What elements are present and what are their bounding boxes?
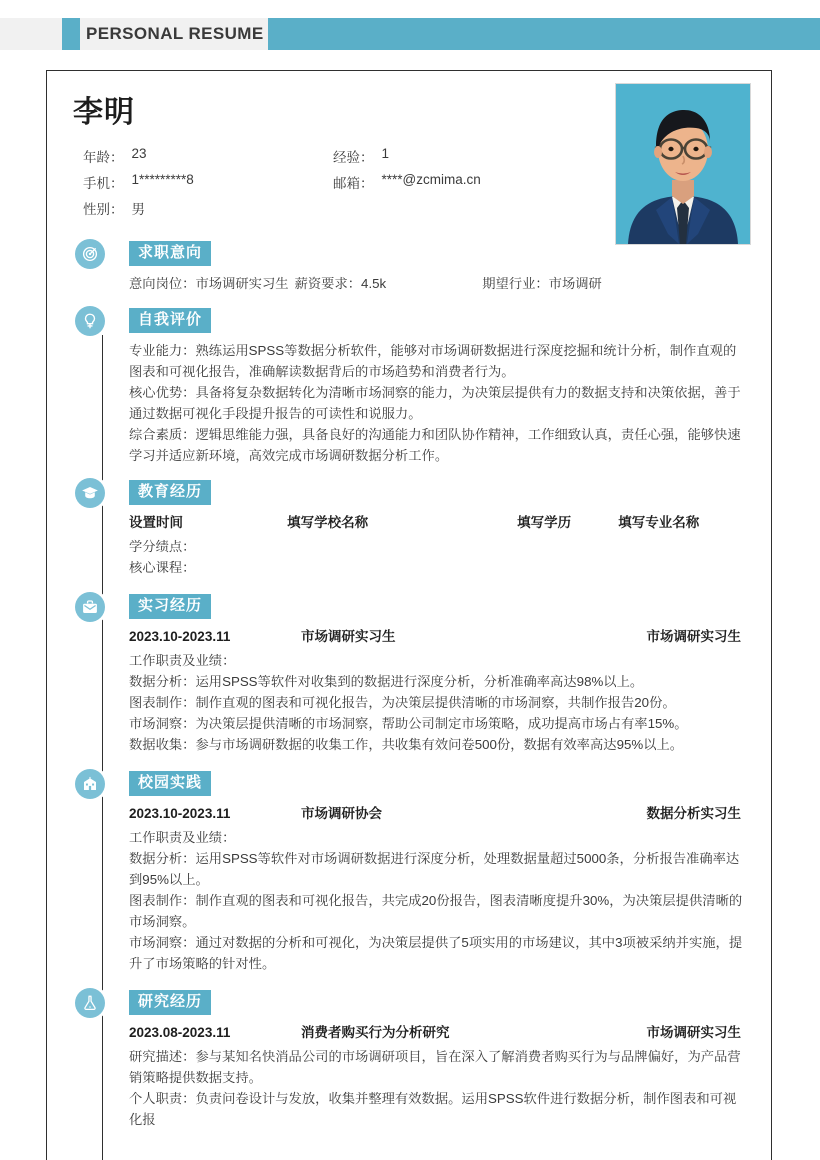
section-internship <box>47 594 771 755</box>
contact-row <box>83 195 623 221</box>
section-title-internship: 实习经历 <box>129 594 211 619</box>
intent-position <box>129 273 289 294</box>
internship-date: 2023.10-2023.11 <box>129 629 231 644</box>
target-icon <box>75 239 105 269</box>
banner-accent-tab <box>62 18 80 50</box>
school-building-icon <box>75 769 105 799</box>
flask-icon <box>75 988 105 1018</box>
intent-salary-value: 4.5k <box>361 276 387 291</box>
education-courses-label: 核心课程： <box>129 560 196 575</box>
section-title-campus-practice: 校园实践 <box>129 771 211 796</box>
age-label: 年龄： <box>83 150 124 165</box>
section-body <box>129 626 747 755</box>
section-body <box>129 512 747 578</box>
experience-value: 1 <box>381 146 390 161</box>
intent-position-value: 市场调研实习生 <box>195 276 289 291</box>
campus-row <box>129 803 747 824</box>
banner-teal-fill <box>268 18 820 50</box>
intent-salary-label: 薪资要求： <box>294 276 362 291</box>
internship-detail: 数据分析：运用SPSS等软件对收集到的数据进行深度分析，分析准确率高达98%以上。 <box>129 674 644 689</box>
campus-date: 2023.10-2023.11 <box>129 806 231 821</box>
campus-role: 数据分析实习生 <box>646 806 741 821</box>
gender-label: 性别： <box>83 202 124 217</box>
section-education <box>47 480 771 578</box>
campus-detail: 工作职责及业绩： <box>129 830 236 845</box>
intent-salary <box>295 273 387 294</box>
section-body <box>129 1022 747 1130</box>
section-header <box>129 771 747 801</box>
top-banner <box>0 18 820 50</box>
section-self-evaluation <box>47 308 771 466</box>
age-value: 23 <box>131 146 147 161</box>
intent-industry <box>482 273 602 294</box>
education-major: 填写专业名称 <box>618 515 700 530</box>
section-body <box>129 273 747 294</box>
section-title-education: 教育经历 <box>129 480 211 505</box>
contact-field-experience <box>333 146 583 166</box>
contact-row <box>83 169 623 195</box>
research-detail: 研究描述：参与某知名快消品公司的市场调研项目，旨在深入了解消费者购买行为与品牌偏好，为产品营销策略提供数据支持。 <box>129 1049 741 1085</box>
contact-field-phone <box>83 172 333 192</box>
internship-detail: 市场洞察：为决策层提供清晰的市场洞察，帮助公司制定市场策略，成功提高市场占有率15%。 <box>129 716 688 731</box>
self-eval-paragraph: 综合素质：逻辑思维能力强，具备良好的沟通能力和团队协作精神，工作细致认真，责任心强，能够快速学习并适应新环境，高效完成市场调研数据分析工作。 <box>129 427 741 463</box>
education-row <box>129 512 747 533</box>
education-date: 设置时间 <box>129 515 183 530</box>
resume-card <box>46 70 772 1160</box>
contact-field-gender <box>83 198 333 218</box>
section-header <box>129 990 747 1020</box>
campus-detail: 市场洞察：通过对数据的分析和可视化，为决策层提供了5项实用的市场建议，其中3项被采纳并实施，提升了市场策略的针对性。 <box>129 935 743 971</box>
research-detail: 个人职责：负责问卷设计与发放，收集并整理有效数据。运用SPSS软件进行数据分析，制作图表和可视化报 <box>129 1091 737 1127</box>
section-header <box>129 241 747 271</box>
banner-title: PERSONAL RESUME <box>86 24 264 43</box>
internship-row <box>129 626 747 647</box>
phone-label: 手机： <box>83 176 124 191</box>
email-label: 邮箱： <box>333 176 374 191</box>
research-topic: 消费者购买行为分析研究 <box>301 1025 450 1040</box>
section-research <box>47 990 771 1130</box>
contact-field-email <box>333 172 583 192</box>
section-body <box>129 803 747 974</box>
experience-label: 经验： <box>333 150 374 165</box>
intent-industry-value: 市场调研 <box>548 276 602 291</box>
intent-industry-label: 期望行业： <box>482 276 549 291</box>
section-title-research: 研究经历 <box>129 990 211 1015</box>
internship-org: 市场调研实习生 <box>301 629 396 644</box>
profile-header <box>47 71 771 241</box>
internship-role: 市场调研实习生 <box>646 629 741 644</box>
self-eval-paragraph: 专业能力：熟练运用SPSS等数据分析软件，能够对市场调研数据进行深度挖掘和统计分析，制作直观的图表和可视化报告，准确解读数据背后的市场趋势和消费者行为。 <box>129 343 737 379</box>
phone-value: 1*********8 <box>131 172 194 187</box>
contact-info-grid <box>83 143 623 221</box>
education-gpa-label: 学分绩点： <box>129 539 196 554</box>
job-intent-line <box>129 273 747 294</box>
graduation-cap-icon <box>75 478 105 508</box>
candidate-name: 李明 <box>73 96 135 129</box>
contact-row <box>83 143 623 169</box>
education-school: 填写学校名称 <box>287 515 369 530</box>
gender-value: 男 <box>131 202 145 217</box>
internship-detail: 工作职责及业绩： <box>129 653 236 668</box>
research-row <box>129 1022 747 1043</box>
campus-detail: 数据分析：运用SPSS等软件对市场调研数据进行深度分析，处理数据量超过5000条，分析报告准确率达到95%以上。 <box>129 851 740 887</box>
portrait-photo-icon <box>616 84 750 244</box>
section-header <box>129 480 747 510</box>
section-title-job-intent: 求职意向 <box>129 241 211 266</box>
briefcase-icon <box>75 592 105 622</box>
internship-detail: 图表制作：制作直观的图表和可视化报告，为决策层提供清晰的市场洞察，共制作报告20份。 <box>129 695 676 710</box>
section-header <box>129 308 747 338</box>
research-role: 市场调研实习生 <box>646 1025 741 1040</box>
campus-detail: 图表制作：制作直观的图表和可视化报告，共完成20份报告，图表清晰度提升30%，为决策层提供清晰的市场洞察。 <box>129 893 743 929</box>
education-degree: 填写学历 <box>517 515 572 530</box>
self-eval-paragraph: 核心优势：具备将复杂数据转化为清晰市场洞察的能力，为决策层提供有力的数据支持和决策依据，善于通过数据可视化手段提升报告的可读性和说服力。 <box>129 385 741 421</box>
internship-detail: 数据收集：参与市场调研数据的收集工作，共收集有效问卷500份，数据有效率高达95%以上。 <box>129 737 684 752</box>
lightbulb-icon <box>75 306 105 336</box>
contact-field-age <box>83 146 333 166</box>
section-title-self-evaluation: 自我评价 <box>129 308 211 333</box>
section-campus-practice <box>47 771 771 974</box>
email-value: ****@zcmima.cn <box>381 172 481 187</box>
section-job-intent <box>47 241 771 294</box>
research-date: 2023.08-2023.11 <box>129 1025 231 1040</box>
campus-org: 市场调研协会 <box>301 806 382 821</box>
avatar <box>615 83 751 245</box>
intent-position-label: 意向岗位： <box>129 276 196 291</box>
section-header <box>129 594 747 624</box>
section-body <box>129 340 747 466</box>
